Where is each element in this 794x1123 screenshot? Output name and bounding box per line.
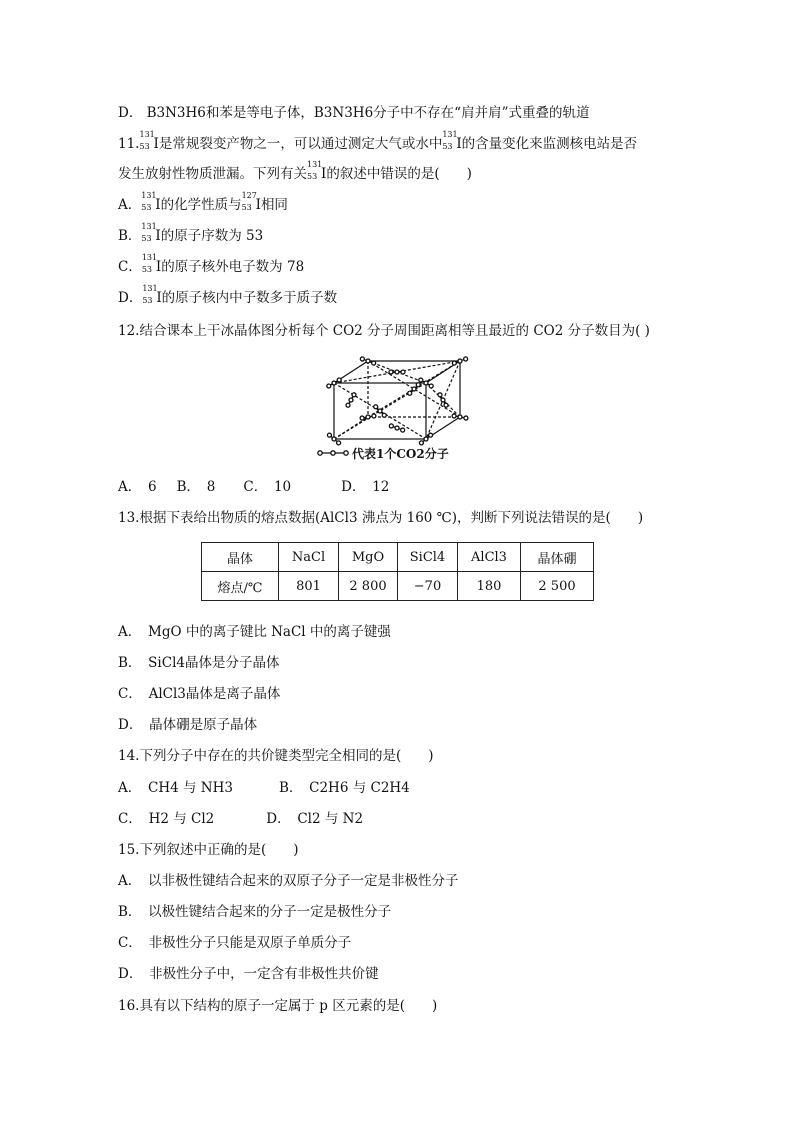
isotope-i131: 131 53 (141, 222, 157, 243)
table-cell: AlCl3 (458, 543, 521, 572)
table-cell: 180 (458, 572, 521, 601)
q11-stem-text-b: 的含量变化来监测核电站是否 (461, 136, 638, 152)
q15-option-c: C． 非极性分子只能是双原子单质分子 (118, 935, 352, 951)
q11-stem-line1: 11. 131 53 I是常规裂变产物之一，可以通过测定大气或水中 131 53 I的含量变化来监测核电站是否 (118, 130, 638, 152)
q15-option-b: B． 以极性键结合起来的分子一定是极性分子 (118, 904, 392, 920)
q14-option-b: B． C2H6 与 C2H4 (278, 780, 410, 796)
q11-stem-text-a: 是常规裂变产物之一，可以通过测定大气或水中 (158, 136, 443, 152)
table-cell: NaCl (279, 543, 339, 572)
q11-option-d: D． 131 53 I的原子核内中子数多于质子数 (118, 284, 338, 306)
table-row (202, 572, 594, 601)
q14-option-c: C． H2 与 Cl2 (118, 811, 215, 827)
q11-option-c: C． 131 53 I的原子核外电子数为 78 (118, 253, 305, 275)
isotope-i131: 131 53 (442, 130, 458, 151)
isotope-i131: 131 53 (141, 253, 158, 274)
q11-stem-line2: 发生放射性物质泄漏。下列有关 131 53 I的叙述中错误的是( ) (118, 160, 472, 182)
melting-point-table (201, 542, 594, 601)
q11-option-a: A． 131 53 I的化学性质与 127 53 I相同 (118, 191, 288, 213)
q14-option-d: D． Cl2 与 N2 (266, 811, 364, 827)
table-cell: SiCl4 (398, 543, 458, 572)
q16-stem: 16.具有以下结构的原子一定属于 p 区元素的是( ) (118, 998, 438, 1014)
dry-ice-crystal-figure (316, 353, 484, 465)
q13-option-a: A． MgO 中的离子键比 NaCl 中的离子键强 (118, 624, 391, 640)
q12-option-c: C． 10 (243, 479, 292, 495)
table-cell: 熔点/℃ (202, 572, 279, 601)
table-cell: MgO (339, 543, 398, 572)
q15-stem: 15.下列叙述中正确的是( ) (118, 842, 299, 858)
q15-option-a: A． 以非极性键结合起来的双原子分子一定是非极性分子 (118, 873, 459, 889)
q14-option-a: A． CH4 与 NH3 (118, 780, 233, 796)
q14-options-row2 (118, 809, 363, 829)
q12-options (118, 477, 389, 497)
table-cell: 801 (279, 572, 339, 601)
q12-option-b: B． 8 (176, 479, 216, 495)
table-header-row (202, 543, 594, 572)
isotope-i131: 131 53 (307, 160, 323, 181)
co2-unit-cell-diagram (316, 353, 484, 465)
q10-option-d: D． B3N3H6和苯是等电子体，B3N3H6分子中不存在“肩并肩”式重叠的轨道 (118, 105, 590, 121)
table-cell: −70 (398, 572, 458, 601)
isotope-i131: 131 53 (142, 284, 158, 305)
q13-stem: 13.根据下表给出物质的熔点数据(AlCl3 沸点为 160 ℃)，判断下列说法错误的是( ) (118, 510, 644, 526)
isotope-i131: 131 53 (141, 191, 157, 212)
q12-stem: 12.结合课本上干冰晶体图分析每个 CO2 分子周围距离相等且最近的 CO2 分子数目为( ) (118, 323, 650, 339)
q13-option-b: B． SiCl4晶体是分子晶体 (118, 655, 280, 671)
q12-option-d: D． 12 (341, 479, 390, 495)
q13-option-d: D． 晶体硼是原子晶体 (118, 717, 258, 733)
figure-caption: 代表1个CO2分子 (352, 447, 449, 461)
q12-option-a: A． 6 (118, 479, 157, 495)
isotope-i131: 131 53 (139, 130, 155, 151)
table-cell: 晶体硼 (521, 543, 594, 572)
q11-option-b: B． 131 53 I的原子序数为 53 (118, 222, 264, 244)
q14-stem: 14.下列分子中存在的共价键类型完全相同的是( ) (118, 748, 434, 764)
q14-options-row1 (118, 778, 410, 798)
q13-option-c: C． AlCl3晶体是离子晶体 (118, 686, 281, 702)
q15-option-d: D． 非极性分子中，一定含有非极性共价键 (118, 966, 379, 982)
q11-number: 11. (118, 136, 140, 152)
table-cell: 2 500 (521, 572, 594, 601)
table-cell: 晶体 (202, 543, 279, 572)
table-cell: 2 800 (339, 572, 398, 601)
isotope-i127: 127 53 (241, 191, 257, 212)
